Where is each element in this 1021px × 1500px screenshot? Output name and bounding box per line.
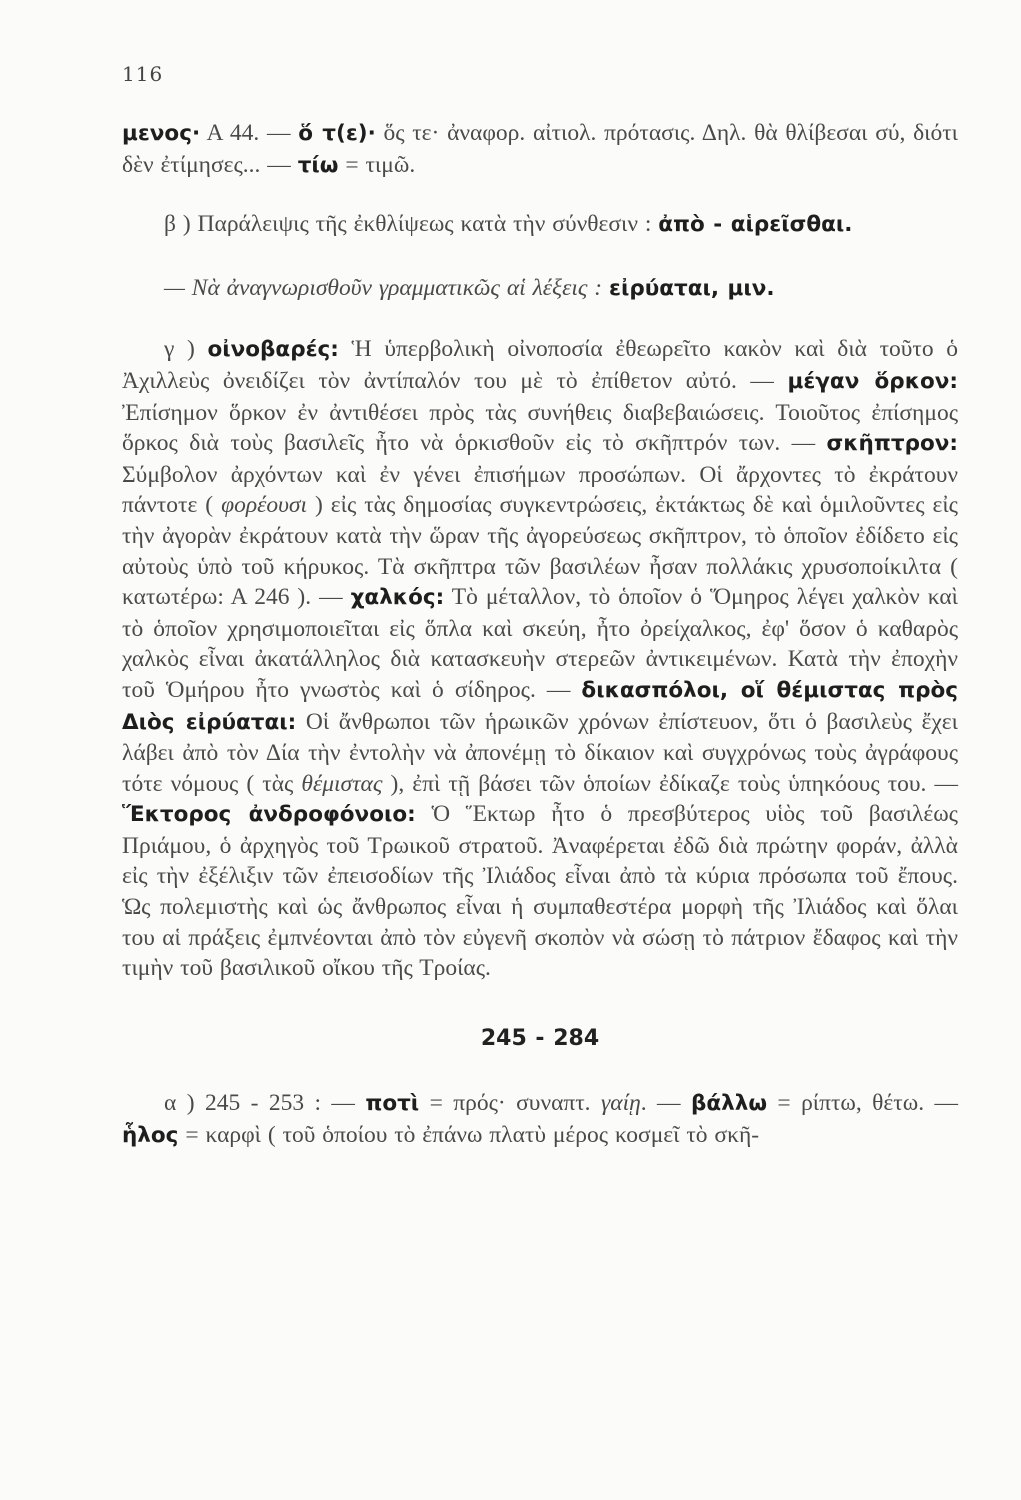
section-heading: 245 - 284 [480, 1025, 600, 1051]
lemma: Ἕκτορος ἀνδροφόνοιο: [122, 802, 416, 828]
lemma: χαλκός: [350, 585, 445, 611]
italic-run: γαίῃ [600, 1090, 641, 1117]
lemma: μενος· [122, 121, 201, 146]
text-run: = καρφὶ ( τοῦ ὁποίου τὸ ἐπάνω πλατὺ μέρος κοσμεῖ τὸ σκῆ- [178, 1122, 760, 1149]
page-body [122, 118, 958, 1152]
italic-run: φορέουσι [221, 492, 308, 519]
text-run: = πρός· συναπτ. [419, 1090, 601, 1117]
lemma: ὅ τ(ε)· [298, 121, 376, 146]
text-run: = τιμῶ. [338, 151, 416, 178]
text-run: = ρίπτω, θέτω. — [767, 1090, 958, 1117]
text-run: ), ἐπὶ τῇ βάσει τῶν ὁποίων ἐδίκαζε τοὺς ὑπηκόους του. — [382, 770, 958, 797]
text-run: α ) 245 - 253 : — [164, 1090, 366, 1117]
text-run: Οἱ ἄνθρωποι τῶν ἡρωικῶν χρόνων ἐπίστευον, ὅτι ὁ βασιλεὺς ἔχει λάβει ἀπὸ τὸν Δία τὴν ἐντολὴν νὰ ἀπονέμῃ τὸ δίκαιον καὶ συγχρόνως τοὺς ἀγράφους τότε νόμους ( τὰς [122, 708, 958, 797]
lemma: ἀπὸ - αἱρεῖσθαι. [658, 212, 853, 238]
lemma: σκῆπτρον: [826, 431, 958, 457]
lemma: ποτὶ [365, 1091, 420, 1117]
text-run: Α 44. — [200, 120, 299, 146]
text-run: Τὸ μέταλλον, τὸ ὁποῖον ὁ Ὅμηρος λέγει χαλκὸν καὶ τὸ ὁποῖον χρησιμοποιεῖται εἰς ὅπλα καὶ σκεύη, ἦτο ὀρείχαλκος, ἐφ' ὅσον ὁ καθαρὸς χαλκὸς εἶναι ἀκατάλληλος διὰ κατασκευὴν στερεῶν ἀντικειμένων. Κατὰ τὴν ἐποχὴν τοῦ Ὁμήρου ἦτο γνωστὸς καὶ ὁ σίδηρος. — [122, 584, 958, 703]
italic-run: — Νὰ ἀναγνωρισθοῦν γραμματικῶς αἱ λέξεις : [164, 274, 609, 301]
text-run: γ ) [164, 336, 208, 363]
paragraph-continuation [122, 118, 958, 181]
lemma: βάλλω [690, 1091, 768, 1117]
text-run: Ἐπίσημον ὅρκον ἐν ἀντιθέσει πρὸς τὰς συνήθεις διαβεβαιώσεις. Τοιοῦτος ἐπίσημος ὅρκος διὰ τοὺς βασιλεῖς ἦτο νὰ ὁρκισθοῦν εἰς τὸ σκῆπτρόν των. — [122, 399, 958, 457]
text-run: Ὁ Ἕκτωρ ἦτο ὁ πρεσβύτερος υἱὸς τοῦ βασιλέως Πριάμου, ὁ ἀρχηγὸς τοῦ Τρωικοῦ στρατοῦ. Ἀναφέρεται ἐδῶ διὰ πρώτην φοράν, ἀλλὰ εἰς τὴν ἐξέλιξιν τῶν ἐπεισοδίων τῆς Ἰλιάδος εἶναι ἀπὸ τὰ κύρια πρόσωπα τοῦ ἔπους. Ὡς πολεμιστὴς καὶ ὡς ἄνθρωπος εἶναι ἡ συμπαθεστέρα μορφὴ τῆς Ἰλιάδος καὶ ὅλαι του αἱ πράξεις ἐμπνέονται ἀπὸ τὸν εὐγενῆ σκοπὸν νὰ σώσῃ τὸ πάτριον ἔδαφος καὶ τὴν τιμὴν τοῦ βασιλικοῦ οἴκου τῆς Τροίας. [122, 801, 958, 982]
paragraph-gamma [122, 334, 958, 983]
lemma: τίω [297, 152, 339, 178]
lemma: μέγαν ὅρκον: [787, 368, 958, 394]
text-run: Ἡ ὑπερβολικὴ οἰνοποσία ἐθεωρεῖτο κακὸν καὶ διὰ τοῦτο ὁ Ἀχιλλεὺς ὀνειδίζει τὸν ἀντίπαλόν του μὲ τὸ ἐπίθετον αὐτό. — [122, 336, 958, 394]
paragraph-beta [122, 209, 958, 241]
lemma: ἧλος [122, 1123, 179, 1149]
text-run: . — [640, 1090, 691, 1117]
page-number: 116 [122, 62, 164, 86]
text-run: Σύμβολον ἀρχόντων καὶ ἐν γένει ἐπισήμων προσώπων. Οἱ ἄρχοντες τὸ ἐκράτουν πάντοτε ( [122, 461, 958, 519]
paragraph-exercise [122, 273, 958, 305]
paragraph-alpha [122, 1088, 958, 1151]
lemma: οἰνοβαρές: [207, 337, 339, 363]
text-run: ὅς τε· ἀναφορ. αἰτιολ. πρότασις. Δηλ. θὰ θλίβεσαι σύ, διότι δὲν ἐτίμησες... — [122, 120, 958, 178]
text-run: ) εἰς τὰς δημοσίας συγκεντρώσεις, ἐκτάκτως δὲ καὶ ὁμιλοῦντες εἰς τὴν ἀγορὰν ἐκράτουν κατὰ τὴν ὥραν τῆς ἀγορεύσεως σκῆπτρον, τὸ ὁποῖον ἐδίδετο εἰς αὐτοὺς ὑπὸ τοῦ κήρυκος. Τὰ σκῆπτρα τῶν βασιλέων ἦσαν πολλάκις χρυσοποίκιλτα ( κατωτέρω: Α 246 ). — [122, 492, 958, 611]
lemma: εἰρύαται, μιν. [609, 275, 775, 301]
lemma: δικασπόλοι, οἵ θέμιστας πρὸς Διὸς εἰρύαται: [122, 677, 958, 735]
italic-run: θέμιστας [301, 770, 383, 797]
text-run: β ) Παράλειψις τῆς ἐκθλίψεως κατὰ τὴν σύνθεσιν : [164, 211, 659, 238]
